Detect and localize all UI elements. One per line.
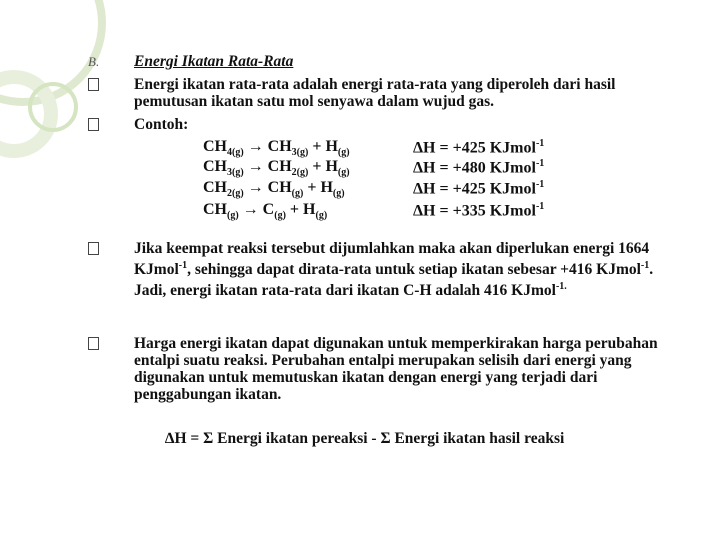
bullet-box-icon — [88, 78, 99, 95]
enthalpy-formula: ∆H = Σ Energi ikatan pereaksi - Σ Energi ikatan hasil reaksi — [165, 430, 565, 447]
paragraph-enthalpy: Harga energi ikatan dapat digunakan untuk memperkirakan harga perubahan entalpi suatu reaksi. Perubahan entalpi merupakan selisih dari energi yang digunakan untuk memutuskan ikatan dengan energi yang terjadi dari penggabungan ikatan. — [134, 335, 658, 403]
reaction-enthalpy: ΔH = +335 KJmol$^{-1}$ — [413, 201, 545, 220]
reaction-enthalpy: ΔH = +425 KJmol$^{-1}$ — [413, 179, 545, 198]
bullet-box-icon — [88, 242, 99, 259]
bullet-box-icon — [88, 337, 99, 354]
paragraph-sum: Jika keempat reaksi tersebut dijumlahkan maka akan diperlukan energi 1664 KJmol$^{-1}$, sehingga dapat dirata-rata untuk setiap ikatan sebesar +416 KJmol$^{-1}$. Jadi, energi ikatan rata-rata dari ikatan C-H adalah 416 KJmol$^{-1.}$ — [134, 240, 654, 300]
reaction-equation: $CH_{2(g)} \to CH_{(g)} + H_{(g)}$ — [203, 179, 345, 200]
reaction-equation: $CH_{4(g)} \to CH_{3(g)} + H_{(g)}$ — [203, 138, 350, 159]
section-title: Energi Ikatan Rata-Rata — [134, 53, 294, 70]
reaction-enthalpy: ΔH = +425 KJmol$^{-1}$ — [413, 138, 545, 157]
bullet-box-icon — [88, 118, 99, 135]
example-label: Contoh: — [134, 116, 189, 133]
reaction-enthalpy: ΔH = +480 KJmol$^{-1}$ — [413, 158, 545, 177]
reaction-equation: $CH_{(g)} \to C_{(g)} + H_{(g)}$ — [203, 201, 328, 222]
paragraph-definition: Energi ikatan rata-rata adalah energi rata-rata yang diperoleh dari hasil pemutusan ikatan satu mol senyawa dalam wujud gas. — [134, 76, 616, 110]
decorative-circle-small — [28, 82, 78, 132]
reaction-equation: $CH_{3(g)} \to CH_{2(g)} + H_{(g)}$ — [203, 158, 350, 179]
section-letter: B. — [88, 54, 100, 69]
